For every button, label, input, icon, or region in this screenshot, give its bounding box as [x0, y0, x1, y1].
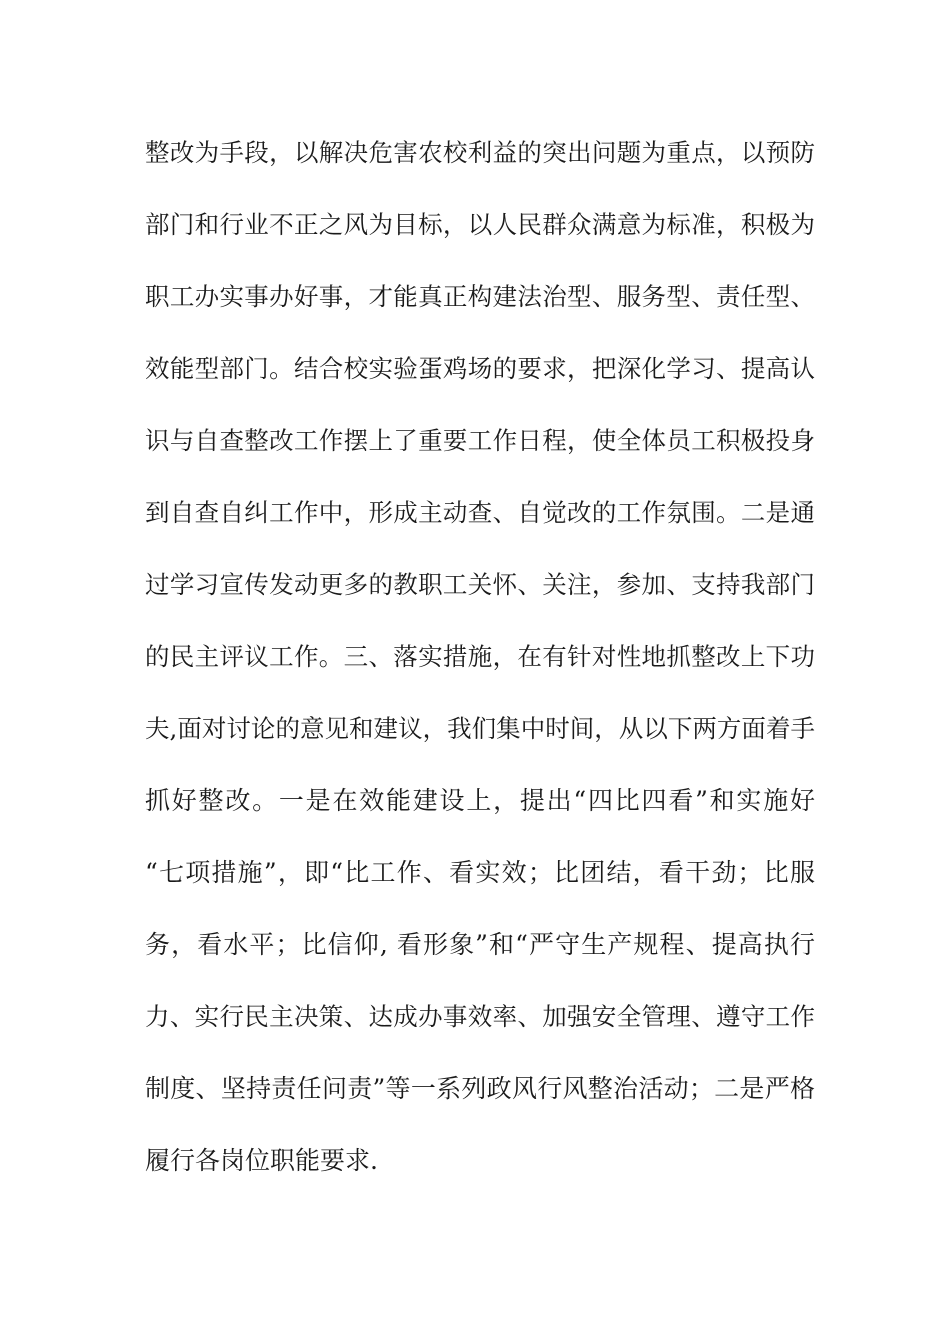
body-text-line: 到自查自纠工作中，形成主动查、自觉改的工作氛围。二是通	[145, 498, 815, 527]
body-text-line: 力、实行民主决策、达成办事效率、加强安全管理、遵守工作	[145, 1002, 815, 1031]
body-text-line: 夫,面对讨论的意见和建议，我们集中时间，从以下两方面着手	[145, 714, 815, 743]
body-text-line: 部门和行业不正之风为目标，以人民群众满意为标准，积极为	[145, 210, 815, 239]
body-text-line: 制度、坚持责任问责”等一系列政风行风整治活动；二是严格	[145, 1074, 815, 1103]
body-text-line: 的民主评议工作。三、落实措施，在有针对性地抓整改上下功	[145, 642, 815, 671]
body-text-line: 职工办实事办好事，才能真正构建法治型、服务型、责任型、	[145, 282, 815, 311]
body-text-line: 识与自查整改工作摆上了重要工作日程，使全体员工积极投身	[145, 426, 815, 455]
body-text-line: 务，看水平；比信仰, 看形象”和“严守生产规程、提高执行	[145, 930, 815, 959]
body-text-line: “七项措施”，即“比工作、看实效；比团结，看干劲；比服	[145, 858, 815, 887]
body-text-line: 效能型部门。结合校实验蛋鸡场的要求，把深化学习、提高认	[145, 354, 815, 383]
body-text-line: 整改为手段，以解决危害农校利益的突出问题为重点，以预防	[145, 138, 815, 167]
body-text-line: 过学习宣传发动更多的教职工关怀、关注，参加、支持我部门	[145, 570, 815, 599]
body-text-line-last: 履行各岗位职能要求.	[145, 1146, 378, 1175]
body-text-line: 抓好整改。一是在效能建设上，提出“四比四看”和实施好	[145, 786, 815, 815]
